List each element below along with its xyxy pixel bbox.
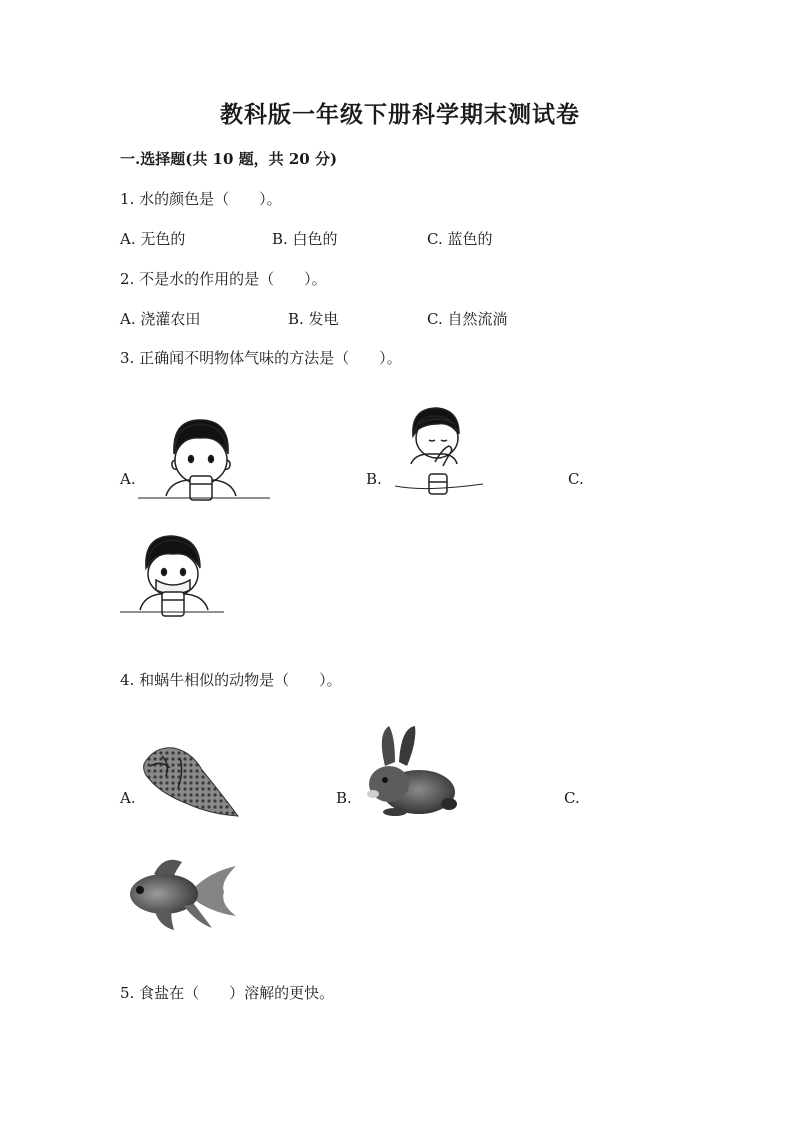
- question-1-option-a: A. 无色的: [120, 230, 186, 248]
- question-2-option-b: B. 发电: [288, 310, 339, 328]
- goldfish-photo: [124, 852, 240, 934]
- question-1-stem: 1. 水的颜色是（ ）。: [120, 190, 282, 208]
- boy-smelling-cup-illustration: [138, 412, 270, 506]
- question-3-stem: 3. 正确闻不明物体气味的方法是（ ）。: [120, 349, 402, 367]
- question-5-stem: 5. 食盐在（ ）溶解的更快。: [120, 984, 335, 1002]
- rabbit-photo: [355, 722, 461, 818]
- question-2-option-c: C. 自然流淌: [427, 310, 508, 328]
- question-3-option-a: A.: [120, 470, 136, 488]
- question-4-option-c: C.: [564, 789, 580, 807]
- question-1-option-b: B. 白色的: [272, 230, 338, 248]
- question-3-option-b: B.: [366, 470, 382, 488]
- question-2-option-a: A. 浇灌农田: [120, 310, 201, 328]
- question-2-stem: 2. 不是水的作用的是（ ）。: [120, 270, 327, 288]
- question-4-stem: 4. 和蜗牛相似的动物是（ ）。: [120, 671, 342, 689]
- page-title: 教科版一年级下册科学期末测试卷: [220, 101, 580, 128]
- question-4-option-b: B.: [336, 789, 352, 807]
- question-4-option-a: A.: [120, 789, 136, 807]
- girl-fanning-smell-illustration: [395, 404, 485, 500]
- section-heading: 一.选择题(共 10 题，共 20 分): [120, 150, 338, 168]
- question-3-option-c: C.: [568, 470, 584, 488]
- boy-with-mask-illustration: [120, 534, 224, 620]
- conch-shell-photo: [140, 744, 240, 820]
- question-1-option-c: C. 蓝色的: [427, 230, 493, 248]
